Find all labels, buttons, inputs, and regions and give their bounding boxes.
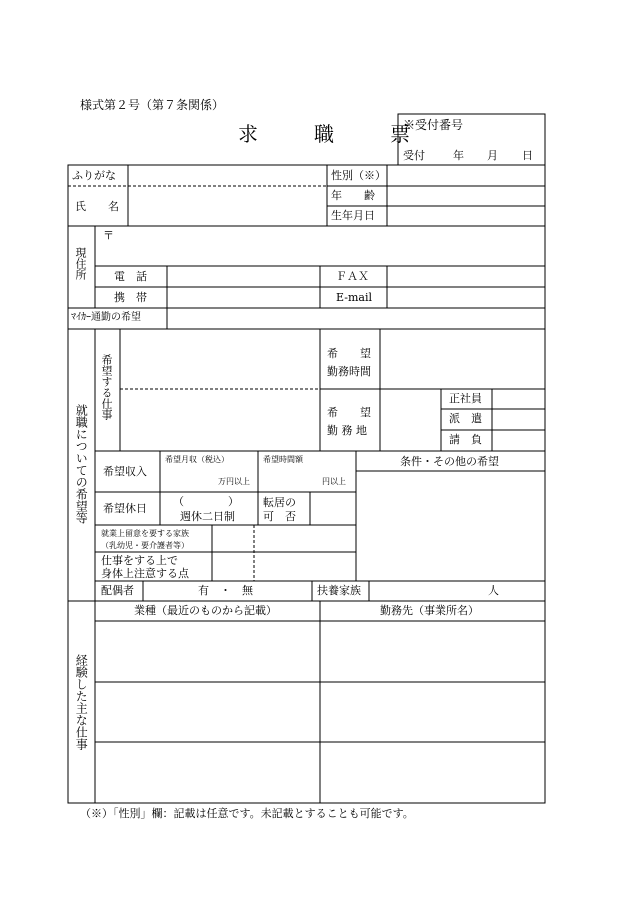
family-care-label: 就業上留意を要する家族 [101, 529, 189, 538]
holiday-note: 週休二日制 [180, 510, 235, 523]
hourly-wage-unit: 円以上 [322, 477, 346, 486]
form-number: 様式第２号（第７条関係） [80, 98, 225, 112]
holiday-paren: （ ） [173, 495, 239, 508]
fax-label: ＦＡＸ [336, 270, 369, 283]
relocation-label: 転居の 可 否 [263, 496, 296, 524]
type-dispatch: 派 遣 [449, 412, 482, 425]
footer-note: （※）「性別」欄：記載は任意です。未記載とすることも可能です。 [80, 807, 414, 820]
dependents-label: 扶養家族 [317, 584, 361, 597]
receipt-number-label: ※受付番号 [403, 118, 464, 132]
holiday-label: 希望休日 [103, 502, 147, 515]
birthdate-label: 生年月日 [331, 209, 375, 222]
dependents-unit: 人 [488, 584, 499, 597]
spouse-label: 配偶者 [101, 584, 134, 597]
health-note-label: 仕事をする上で 身体上注意する点 [101, 554, 189, 581]
gender-label: 性別（※） [331, 169, 386, 182]
other-wishes-label: 条件・その他の希望 [400, 455, 499, 468]
industry-header: 業種（最近のものから記載） [134, 604, 277, 617]
workplace-header: 勤務先（事業所名） [380, 604, 479, 617]
receipt-day: 日 [522, 149, 533, 162]
type-contract: 請 負 [449, 433, 482, 446]
age-label: 年 齢 [331, 189, 375, 202]
receipt-month: 月 [487, 149, 498, 162]
income-label: 希望収入 [103, 465, 147, 478]
experience-section-label: 経験した主な仕事 [74, 654, 89, 750]
type-fulltime: 正社員 [449, 392, 482, 405]
commute-label: ﾏｲｶｰ通勤の希望 [71, 312, 141, 323]
desired-hours-label: 希 望 勤務時間 [327, 347, 371, 378]
spouse-options: 有 ・ 無 [198, 584, 253, 597]
monthly-income-label: 希望月収（税込） [165, 455, 229, 464]
address-label: 現住所 [74, 247, 87, 280]
monthly-income-unit: 万円以上 [218, 477, 250, 486]
receipt-year: 年 [453, 149, 464, 162]
name-label: 氏 名 [75, 200, 119, 213]
email-label: E-mail [336, 291, 372, 304]
hourly-wage-label: 希望時間額 [263, 455, 303, 464]
desired-job-label: 希望する仕事 [100, 354, 113, 420]
desired-location-label: 希 望 勤 務 地 [327, 406, 371, 437]
page-title: 求 職 票 [238, 122, 428, 146]
employment-section-label: 就職についての希望等 [74, 404, 89, 524]
phone-label: 電 話 [114, 270, 147, 283]
mobile-label: 携 帯 [114, 291, 147, 304]
receipt-label: 受付 [403, 149, 425, 162]
furigana-label: ふりがな [72, 169, 116, 182]
family-care-sublabel: （乳幼児・要介護者等） [101, 541, 189, 550]
postal-mark: 〒 [103, 229, 114, 242]
